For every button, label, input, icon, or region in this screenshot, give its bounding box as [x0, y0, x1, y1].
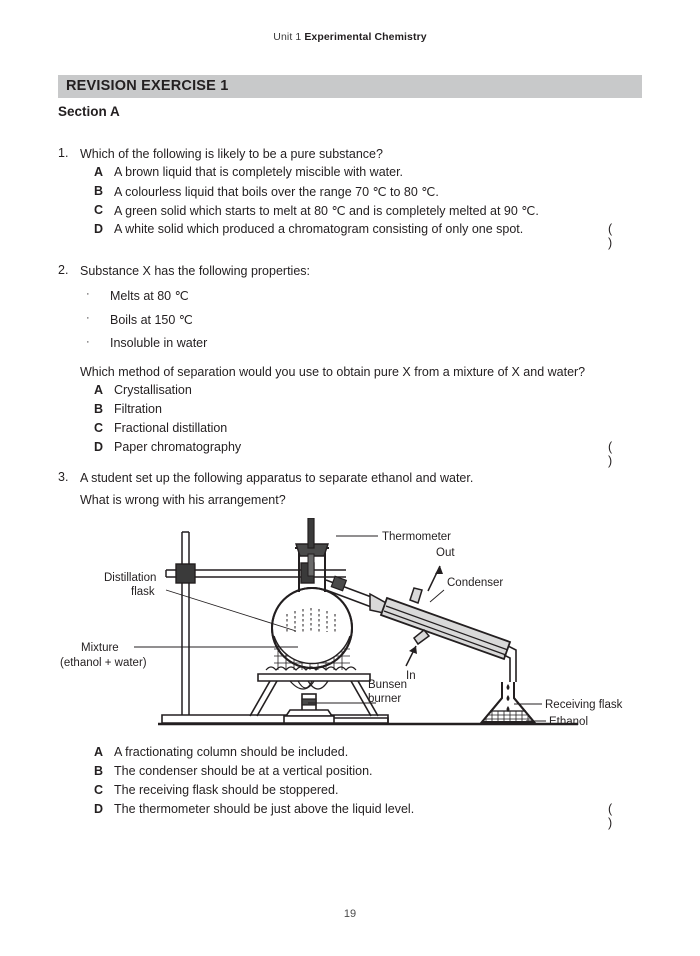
question-2-number: 2. [58, 263, 69, 277]
question-1-options [80, 165, 648, 250]
label-thermometer: Thermometer [382, 531, 452, 543]
thermometer-bulb [308, 554, 314, 576]
option-row [80, 421, 648, 440]
option-text: A fractionating column should be included. [114, 745, 349, 759]
option-text: A brown liquid that is completely miscible with water. [114, 165, 404, 179]
option-letter: D [94, 802, 104, 816]
question-3-number: 3. [58, 470, 69, 484]
distillation-flask [272, 518, 352, 678]
option-text: The condenser should be at a vertical position. [114, 764, 373, 778]
option-letter: A [94, 745, 104, 759]
burner-base [286, 710, 332, 716]
answer-bracket[interactable]: ( ) [608, 222, 623, 250]
question-2-properties [80, 288, 648, 360]
option-letter: D [94, 222, 104, 236]
label-condenser: Condenser [447, 577, 504, 589]
question-2-substem: Which method of separation would you use to obtain pure X from a mixture of X and water? [80, 365, 586, 379]
exercise-banner-label: REVISION EXERCISE 1 [66, 78, 229, 94]
condenser [381, 588, 516, 682]
label-bunsen-1: Bunsen [368, 679, 408, 691]
question-2-stem: Substance X has the following properties: [80, 264, 310, 278]
option-row [80, 783, 648, 802]
boss-head [176, 564, 195, 583]
property-item [80, 288, 648, 312]
question-1-stem: Which of the following is likely to be a pure substance? [80, 147, 383, 161]
option-row [80, 184, 648, 203]
running-head-unit: Unit 1 [273, 31, 305, 43]
option-row [80, 802, 648, 830]
bullet-marker: · [86, 288, 90, 300]
option-letter: B [94, 184, 104, 198]
question-1 [58, 146, 648, 250]
property-item [80, 312, 648, 336]
label-in: In [406, 670, 416, 682]
question-2-options [80, 383, 648, 468]
question-3-options [80, 745, 648, 830]
question-3-stem: A student set up the following apparatus to separate ethanol and water. [80, 471, 474, 485]
question-3-substem: What is wrong with his arrangement? [80, 493, 286, 507]
option-letter: A [94, 165, 104, 179]
distillate-droplets [507, 684, 510, 712]
option-text: A green solid which starts to melt at 80 ℃ and is completely melted at 90 ℃. [114, 204, 539, 218]
option-row [80, 745, 648, 764]
label-out: Out [436, 547, 455, 559]
label-bunsen-2: burner [368, 693, 402, 705]
option-text: Fractional distillation [114, 421, 228, 435]
option-row [80, 165, 648, 184]
option-text: The thermometer should be just above the liquid level. [114, 802, 415, 816]
option-letter: C [94, 783, 104, 797]
label-receiving-flask: Receiving flask [545, 699, 623, 711]
property-text: Melts at 80 ℃ [110, 289, 189, 303]
exercise-banner [58, 75, 642, 98]
option-text: The receiving flask should be stoppered. [114, 783, 339, 797]
running-head-title: Experimental Chemistry [304, 31, 427, 43]
tripod-platform [258, 674, 370, 681]
label-mixture-2: (ethanol + water) [60, 657, 147, 669]
property-text: Insoluble in water [110, 336, 208, 350]
option-row [80, 222, 648, 250]
property-text: Boils at 150 ℃ [110, 313, 193, 327]
option-row [80, 383, 648, 402]
bullet-marker: · [86, 336, 90, 348]
option-text: Paper chromatography [114, 440, 242, 454]
air-hole-collar [302, 699, 316, 705]
label-distillation-flask-1: Distillation [104, 572, 157, 584]
question-1-number: 1. [58, 146, 69, 160]
option-letter: B [94, 402, 104, 416]
distillation-diagram-svg [58, 518, 648, 733]
answer-bracket[interactable]: ( ) [608, 440, 623, 468]
option-letter: B [94, 764, 104, 778]
option-row [80, 440, 648, 468]
option-text: A white solid which produced a chromatogram consisting of only one spot. [114, 222, 524, 236]
question-2 [58, 263, 648, 468]
bullet-marker: · [86, 312, 90, 324]
label-mixture-1: Mixture [81, 642, 119, 654]
option-text: Crystallisation [114, 383, 192, 397]
property-item [80, 336, 648, 360]
option-letter: C [94, 421, 104, 435]
page-number: 19 [343, 908, 357, 920]
option-letter: C [94, 203, 104, 217]
option-row [80, 203, 648, 222]
leader-condenser [430, 590, 444, 602]
option-row [80, 764, 648, 783]
option-row [80, 402, 648, 421]
answer-bracket[interactable]: ( ) [608, 802, 623, 830]
running-head [0, 31, 700, 43]
option-text: A colourless liquid that boils over the range 70 ℃ to 80 ℃. [114, 185, 439, 199]
label-ethanol: Ethanol [549, 716, 589, 728]
option-letter: A [94, 383, 104, 397]
thermometer-stem [308, 518, 314, 548]
label-distillation-flask-2: flask [131, 586, 155, 598]
option-letter: D [94, 440, 104, 454]
stand-base [162, 715, 388, 723]
option-text: Filtration [114, 402, 162, 416]
question-3 [58, 470, 648, 509]
water-out-port [410, 588, 422, 603]
distillation-apparatus-figure [58, 518, 648, 733]
section-heading: Section A [58, 104, 120, 119]
question-3-options-block [58, 745, 648, 830]
